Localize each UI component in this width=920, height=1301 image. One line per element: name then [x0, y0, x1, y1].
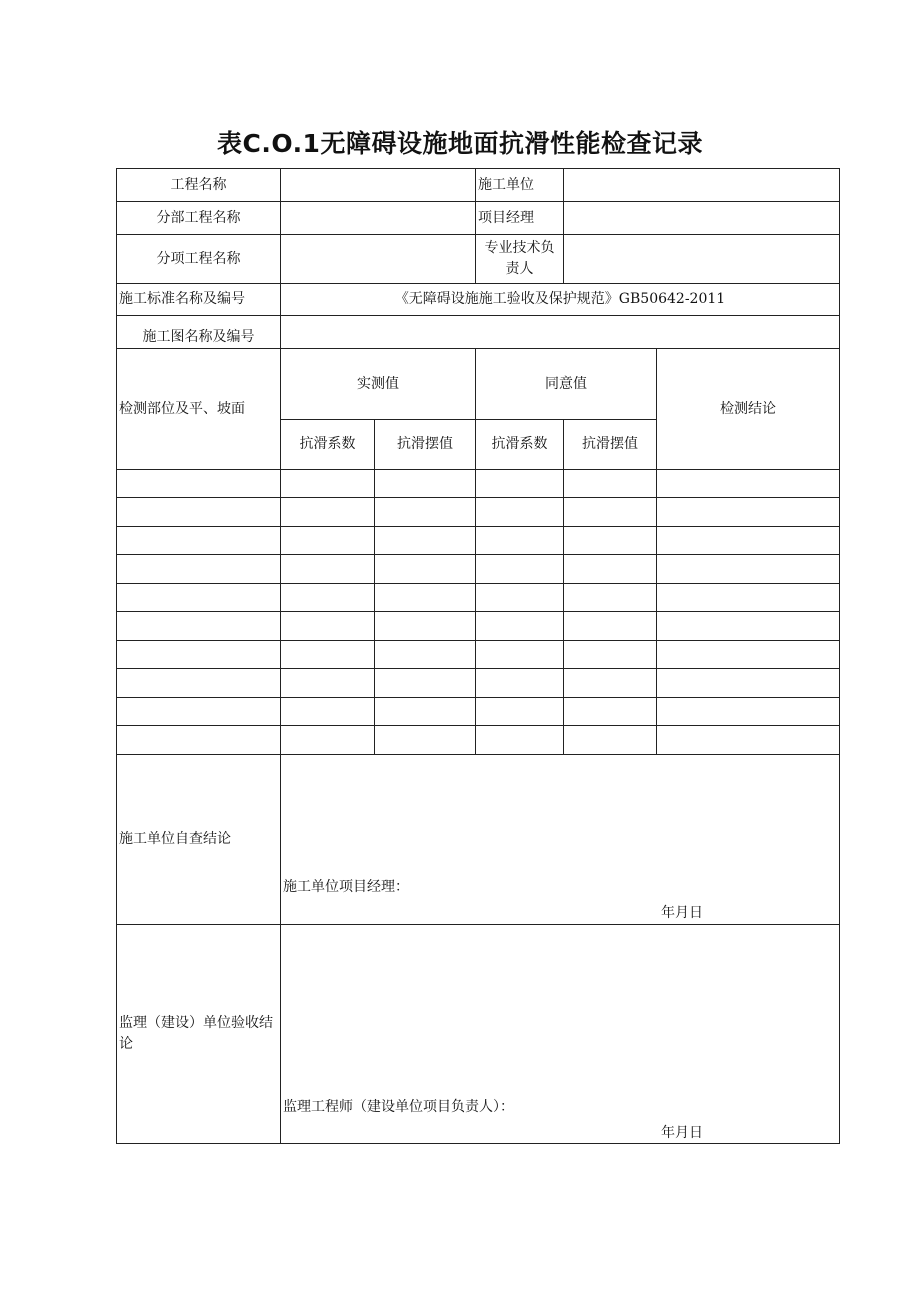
- self-check-label: 施工单位自查结论: [117, 755, 281, 925]
- table-cell[interactable]: [281, 527, 375, 555]
- row-subitem: [117, 235, 840, 284]
- table-cell[interactable]: [476, 669, 564, 698]
- project-name-label: 工程名称: [117, 169, 281, 202]
- drawing-label: 施工图名称及编号: [117, 316, 281, 349]
- table-cell[interactable]: [117, 470, 281, 498]
- table-cell[interactable]: [375, 726, 476, 755]
- table-cell[interactable]: [657, 527, 840, 555]
- supervision-engineer: 监理工程师（建设单位项目负责人）：: [283, 1099, 514, 1115]
- row-standard: [117, 284, 840, 316]
- table-cell[interactable]: [476, 555, 564, 584]
- table-cell[interactable]: [117, 698, 281, 726]
- table-cell[interactable]: [375, 669, 476, 698]
- table-cell[interactable]: [117, 584, 281, 612]
- table-cell[interactable]: [657, 612, 840, 641]
- table-cell[interactable]: [476, 527, 564, 555]
- construction-unit-value[interactable]: [564, 169, 840, 202]
- conclusion-header: 检测结论: [657, 349, 840, 470]
- page-title: 表C.O.1无障碍设施地面抗滑性能检查记录: [217, 129, 703, 158]
- supervision-area[interactable]: [281, 925, 840, 1144]
- table-cell[interactable]: [564, 555, 657, 584]
- row-project-name: [117, 169, 840, 202]
- table-cell[interactable]: [564, 498, 657, 527]
- row-supervision: [117, 925, 840, 1144]
- inspection-table: [116, 168, 840, 1144]
- measured-coef-header: 抗滑系数: [281, 420, 375, 470]
- table-cell[interactable]: [281, 726, 375, 755]
- table-cell[interactable]: [657, 584, 840, 612]
- table-cell[interactable]: [657, 470, 840, 498]
- table-cell[interactable]: [476, 726, 564, 755]
- table-cell[interactable]: [281, 555, 375, 584]
- table-cell[interactable]: [564, 584, 657, 612]
- table-cell[interactable]: [375, 584, 476, 612]
- row-drawing: [117, 316, 840, 349]
- agreed-header: 同意值: [476, 349, 657, 420]
- standard-value: 《无障碍设施施工验收及保护规范》GB50642-2011: [281, 284, 840, 316]
- table-cell[interactable]: [476, 470, 564, 498]
- table-cell[interactable]: [281, 698, 375, 726]
- table-row: [117, 584, 840, 612]
- table-row: [117, 498, 840, 527]
- table-cell[interactable]: [564, 527, 657, 555]
- division-name-label: 分部工程名称: [117, 202, 281, 235]
- row-measure-header: [117, 349, 840, 420]
- table-cell[interactable]: [117, 641, 281, 669]
- table-cell[interactable]: [564, 698, 657, 726]
- table-cell[interactable]: [657, 669, 840, 698]
- table-cell[interactable]: [564, 612, 657, 641]
- table-cell[interactable]: [375, 527, 476, 555]
- self-check-manager: 施工单位项目经理：: [283, 879, 409, 895]
- agreed-coef-header: 抗滑系数: [476, 420, 564, 470]
- table-cell[interactable]: [281, 470, 375, 498]
- table-cell[interactable]: [564, 641, 657, 669]
- table-cell[interactable]: [117, 527, 281, 555]
- self-check-date: 年月日: [661, 905, 703, 921]
- table-cell[interactable]: [564, 669, 657, 698]
- table-cell[interactable]: [375, 641, 476, 669]
- table-cell[interactable]: [281, 498, 375, 527]
- supervision-date: 年月日: [661, 1125, 703, 1141]
- tech-lead-label: 专业技术负责人: [476, 235, 564, 284]
- table-cell[interactable]: [657, 698, 840, 726]
- table-cell[interactable]: [476, 641, 564, 669]
- table-row: [117, 726, 840, 755]
- measured-pendulum-header: 抗滑摆值: [375, 420, 476, 470]
- table-cell[interactable]: [375, 612, 476, 641]
- standard-label: 施工标准名称及编号: [117, 284, 281, 316]
- drawing-value[interactable]: [281, 316, 840, 349]
- table-row: [117, 612, 840, 641]
- table-row: [117, 641, 840, 669]
- self-check-area[interactable]: [281, 755, 840, 925]
- project-name-value[interactable]: [281, 169, 476, 202]
- table-cell[interactable]: [657, 726, 840, 755]
- table-cell[interactable]: [117, 726, 281, 755]
- subitem-name-label: 分项工程名称: [117, 235, 281, 284]
- division-name-value[interactable]: [281, 202, 476, 235]
- project-manager-value[interactable]: [564, 202, 840, 235]
- table-cell[interactable]: [281, 584, 375, 612]
- table-cell[interactable]: [476, 584, 564, 612]
- table-row: [117, 698, 840, 726]
- table-cell[interactable]: [657, 555, 840, 584]
- table-row: [117, 555, 840, 584]
- table-row: [117, 669, 840, 698]
- tech-lead-value[interactable]: [564, 235, 840, 284]
- table-cell[interactable]: [117, 669, 281, 698]
- table-cell[interactable]: [117, 612, 281, 641]
- table-cell[interactable]: [657, 498, 840, 527]
- row-division: [117, 202, 840, 235]
- measured-header: 实测值: [281, 349, 476, 420]
- table-cell[interactable]: [476, 698, 564, 726]
- construction-unit-label: 施工单位: [476, 169, 564, 202]
- table-cell[interactable]: [476, 612, 564, 641]
- table-cell[interactable]: [281, 612, 375, 641]
- subitem-name-value[interactable]: [281, 235, 476, 284]
- table-cell[interactable]: [281, 669, 375, 698]
- table-cell[interactable]: [564, 726, 657, 755]
- table-cell[interactable]: [117, 498, 281, 527]
- table-cell[interactable]: [375, 555, 476, 584]
- row-self-check: [117, 755, 840, 925]
- table-cell[interactable]: [375, 698, 476, 726]
- supervision-label: 监理（建设）单位验收结论: [117, 925, 281, 1144]
- table-cell[interactable]: [375, 498, 476, 527]
- table-row: [117, 470, 840, 498]
- location-header: 检测部位及平、坡面: [117, 349, 281, 470]
- table-cell[interactable]: [281, 641, 375, 669]
- table-cell[interactable]: [476, 498, 564, 527]
- table-cell[interactable]: [117, 555, 281, 584]
- table-cell[interactable]: [375, 470, 476, 498]
- agreed-pendulum-header: 抗滑摆值: [564, 420, 657, 470]
- table-cell[interactable]: [564, 470, 657, 498]
- table-row: [117, 527, 840, 555]
- project-manager-label: 项目经理: [476, 202, 564, 235]
- table-cell[interactable]: [657, 641, 840, 669]
